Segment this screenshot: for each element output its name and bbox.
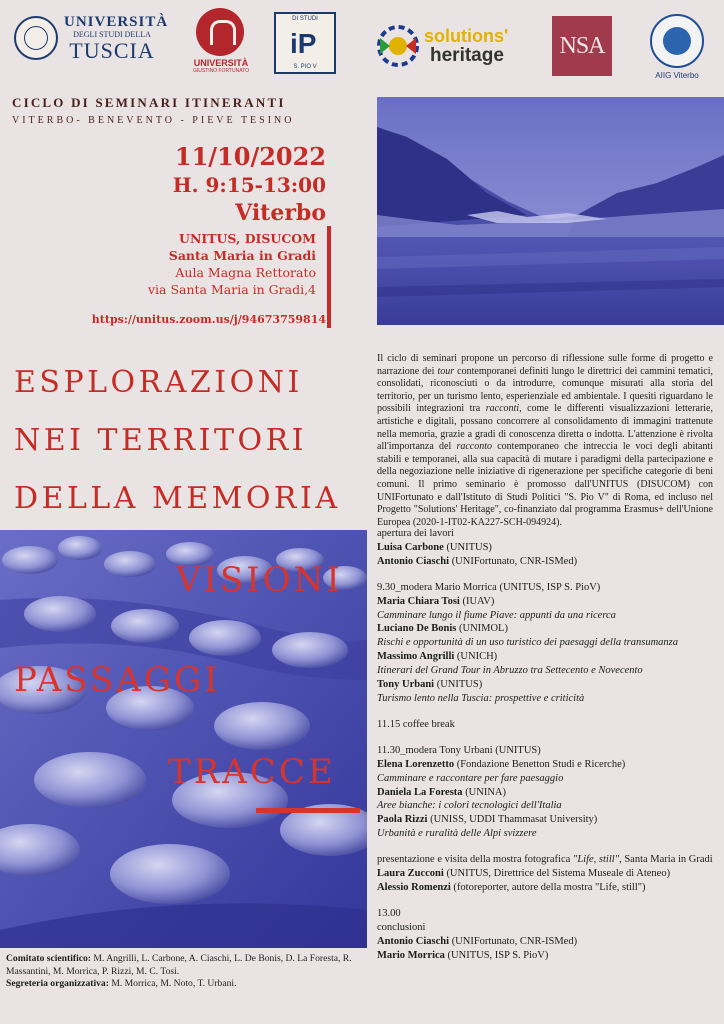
main-title [14,354,370,528]
talk-title-text: Turismo lento nella Tuscia: prospettive e criticità [377,692,585,704]
talk-title [377,772,717,786]
speaker-name: Paola Rizzi [377,814,428,826]
talk-title [377,609,717,623]
speaker-affiliation: (UNITUS, ISP S. PioV) [444,949,549,961]
giustino-logo-line2: GIUSTINO FORTUNATO [192,68,250,74]
speaker-affiliation: (UNITUS, Direttrice del Sistema Museale di Ateneo) [443,868,671,880]
talk-title [377,827,717,841]
event-date: 11/10/2022 [174,142,326,171]
speaker-name: Antonio Ciaschi [377,935,450,947]
overlay-word-passaggi: PASSAGGI [14,660,221,700]
spacer [377,706,717,718]
speaker-affiliation: (fotoreporter, autore della mostra "Life, still") [450,881,646,893]
speaker-name: Mario Morrica [377,949,445,961]
logo-bar [0,0,724,90]
unitus-logo-line2: DEGLI STUDI DELLA [73,30,151,39]
speaker-line [377,622,717,636]
series-title: CICLO DI SEMINARI ITINERANTI [12,95,286,110]
speaker-affiliation: (UNITUS) [443,541,492,553]
solutions-heritage-star-icon [376,24,420,68]
event-hours: H. 9:15-13:00 [172,173,326,197]
main-title-line3: DELLA MEMORIA [14,481,341,516]
speaker-affiliation: (IUAV) [459,595,495,607]
closing-label: conclusioni [377,921,426,933]
organizing-secretariat [6,978,366,991]
talk-title-text: Camminare e raccontare per fare paesaggio [377,772,564,784]
speaker-name: Tony Urbani [377,679,435,691]
talk-title-text: Urbanità e ruralità delle Alpi svizzere [377,828,537,840]
intro-paragraph [377,353,713,529]
event-venue [120,230,316,298]
speaker-affiliation: (UNINA) [462,786,507,798]
committee-label: Comitato scientifico: [6,953,91,964]
speaker-affiliation: (UNICH) [454,651,498,663]
speaker-line [377,678,717,692]
speaker-line [377,555,717,569]
isp-logo [274,12,336,74]
nsa-logo: NSA [552,16,612,76]
event-datetime [110,142,326,228]
session1-label: 9.30_modera Mario Morrica (UNITUS, ISP S. PioV) [377,581,601,593]
talk-title [377,664,717,678]
speaker-line [377,935,717,949]
credits [6,953,366,991]
speaker-line [377,949,717,963]
speaker-name: Elena Lorenzetto [377,758,455,770]
isp-logo-letters: iP [290,28,317,59]
secretariat-names: M. Morrica, M. Noto, T. Urbani. [108,978,237,990]
speaker-line [377,650,717,664]
overlay-word-visioni: VISIONI [176,560,343,600]
spacer [377,895,717,907]
intro-em-racconto: racconto [456,441,493,453]
speaker-name: Daniela La Foresta [377,786,463,798]
solutions-heritage-line2: heritage [430,45,504,66]
intro-part2: contemporanei definiti lungo le direttrici dei cammini tematici, consolidati, riconosciuti o da introdurre, comunque misurati alla storia del territorio, per un turismo lento, esperienziale ed ambientale. I quesiti riguardano le possibili integrazioni tra [377,365,713,415]
unitus-logo [64,14,169,63]
closing-time: 13.00 [377,907,401,919]
intro-part3: , come le differenti visualizzazioni letterarie, artistiche e digitali, possano concorrere al consolidamento di immagini trattenute nella memoria, grazie a gradi di conoscenza diretta o indotta. L'attenzione è rivolta all'importanza del [377,403,713,453]
event-city: Viterbo [235,200,326,226]
speaker-line [377,541,717,555]
spacer [377,841,717,853]
intro-part4: contemporaneo che intreccia le voci degli abitanti stabili e temporanei, alla sua capacità di mutare i paradigmi della partecipazione e della negoziazione nelle iniziative di rigenerazione per specifiche categorie di beni comuni. Il primo seminario è promosso dall'UNITUS (DISUCOM) con UNIFortunato e dall'Istituto di Studi Politici "S. Pio V" di Roma, ed incluso nel Progetto "Solutions' Heritage", co-finanziato dal programma Erasmus+ dell'Unione Europea (2020-1-IT02-KA227-SCH-094924). [377,441,713,528]
talk-title-text: Camminare lungo il fiume Piave: appunti da una ricerca [377,609,616,621]
mountain-valley-photo [377,97,724,325]
speaker-affiliation: (Fondazione Benetton Studi e Ricerche) [454,758,626,770]
venue-line4: via Santa Maria in Gradi,4 [147,282,316,297]
speaker-name: Antonio Ciaschi [377,555,450,567]
speaker-line [377,881,717,895]
venue-line1: UNITUS, DISUCOM [179,231,316,246]
intro-part1: Il ciclo di seminari propone un percorso di riflessione sulle forme di progetto e narrazione dei [377,353,713,377]
talk-title [377,636,717,650]
secretariat-label: Segreteria organizzativa: [6,978,109,990]
talk-title [377,692,717,706]
coffee-break: 11.15 coffee break [377,718,455,730]
talk-title [377,799,717,813]
speaker-affiliation: (UNISS, UDDI Thammasat University) [427,814,598,826]
spacer [377,569,717,581]
scientific-committee [6,953,366,978]
main-title-line2: NEI TERRITORI [14,423,308,458]
talk-title-text: Itinerari del Grand Tour in Abruzzo tra Settecento e Novecento [377,665,643,677]
venue-accent-bar [327,226,331,328]
isp-logo-top: DI STUDI [292,16,318,22]
giustino-arch-icon [196,8,244,56]
program [377,527,717,962]
aiig-globe-icon [650,14,704,68]
speaker-line [377,786,717,800]
talk-title-text: Rischi e opportunità di un uso turistico dei paesaggi della transumanza [377,637,678,649]
speaker-affiliation: (UNIFortunato, CNR-ISMed) [449,935,578,947]
speaker-line [377,758,717,772]
speaker-name: Luciano De Bonis [377,623,457,635]
speaker-line [377,595,717,609]
exhibit-line [377,853,717,867]
overlay-word-tracce: TRACCE [168,752,336,792]
speaker-affiliation: (UNIMOL) [456,623,508,635]
solutions-heritage-line1: solutions' [424,26,509,46]
session2-label: 11.30_modera Tony Urbani (UNITUS) [377,744,541,756]
venue-line3: Aula Magna Rettorato [175,265,316,280]
zoom-link[interactable]: https://unitus.zoom.us/j/94673759814 [91,313,326,326]
spacer [377,732,717,744]
speaker-affiliation: (UNIFortunato, CNR-ISMed) [449,555,578,567]
speaker-line [377,867,717,881]
giustino-logo [182,58,260,75]
speaker-line [377,813,717,827]
unitus-seal-icon [14,16,58,60]
unitus-logo-line1: UNIVERSITÀ [64,14,169,30]
exhibit-post: , Santa Maria in Gradi [619,854,713,866]
main-title-line1: ESPLORAZIONI [14,365,303,400]
intro-em-tour: tour [437,365,455,377]
giustino-logo-line1: UNIVERSITÀ [193,58,249,68]
intro-em-racconti: racconti [485,403,520,415]
isp-logo-bottom: S. PIO V [293,64,317,70]
series-places: VITERBO- BENEVENTO - PIEVE TESINO [12,115,295,126]
exhibit-pre: presentazione e visita della mostra fotografica [377,854,573,866]
venue-line2: Santa Maria in Gradi [168,248,316,263]
committee-names: M. Angrilli, L. Carbone, A. Ciaschi, L. De Bonis, D. La Foresta, R. Massantini, M. Morrica, P. Rizzi, M. C. Tosi. [6,953,352,977]
speaker-name: Laura Zucconi [377,868,444,880]
talk-title-text: Aree bianche: i colori tecnologici dell'Italia [377,800,562,812]
speaker-affiliation: (UNITUS) [434,679,483,691]
aiig-caption: AIIG Viterbo [655,71,699,80]
opening-label: apertura dei lavori [377,528,454,539]
solutions-heritage-logo [424,26,528,66]
speaker-name: Luisa Carbone [377,541,444,553]
speaker-name: Massimo Angrilli [377,651,455,663]
exhibit-title: "Life, still" [572,854,620,866]
red-accent-rule [256,808,360,813]
unitus-logo-line3: TUSCIA [69,38,155,63]
speaker-name: Maria Chiara Tosi [377,595,460,607]
speaker-name: Alessio Romenzi [377,881,451,893]
